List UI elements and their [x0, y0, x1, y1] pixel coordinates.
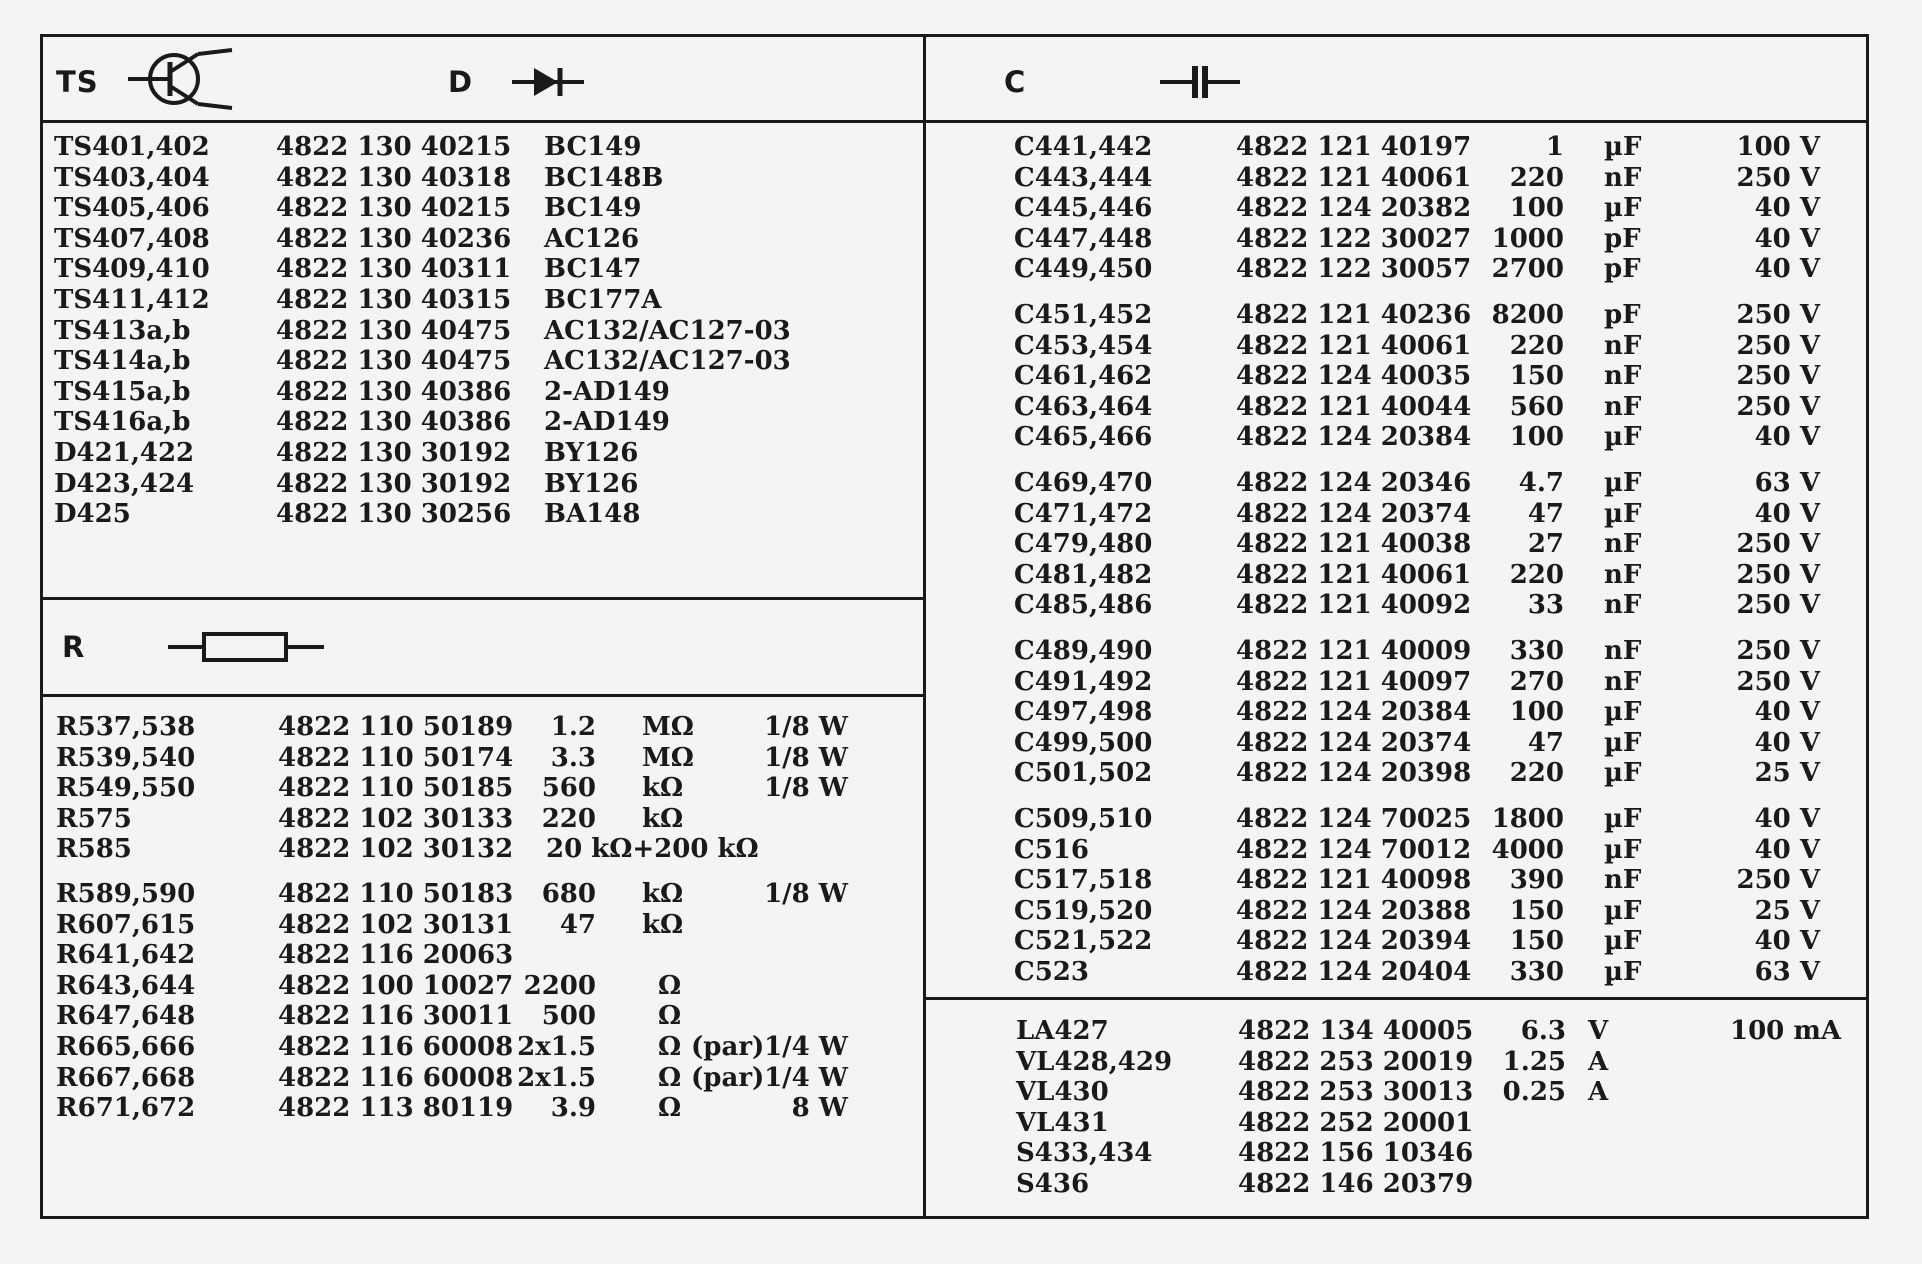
- part-value: 220: [1509, 559, 1564, 590]
- part-ref: C449,450: [1014, 254, 1153, 285]
- part-type: BC147: [544, 254, 642, 285]
- header-divider-right: [923, 120, 1869, 123]
- part-code: 4822 121 40009: [1236, 636, 1472, 666]
- part-code: 4822 110 50183: [278, 879, 514, 909]
- part-unit: nF: [1604, 361, 1642, 392]
- part-value: 390: [1509, 865, 1564, 896]
- header-divider-left: [40, 120, 926, 123]
- resistor-table: [56, 712, 916, 1132]
- part-code: 4822 110 50185: [278, 773, 514, 804]
- part-code: 4822 130 30192: [276, 468, 512, 499]
- part-unit: µF: [1604, 422, 1642, 453]
- part-code: 4822 102 30132: [278, 834, 514, 865]
- part-code: 4822 124 20384: [1236, 422, 1472, 453]
- part-rating: 100 mA: [1730, 1016, 1842, 1046]
- part-ref: C463,464: [1014, 391, 1153, 422]
- part-code: 4822 130 40315: [276, 285, 512, 315]
- part-unit: nF: [1604, 666, 1642, 697]
- part-ref: S433,434: [1016, 1138, 1153, 1169]
- part-ref: D421,422: [54, 438, 195, 468]
- part-ref: TS413a,b: [54, 315, 191, 346]
- part-code: 4822 156 10346: [1238, 1138, 1474, 1169]
- part-value: 150: [1509, 361, 1564, 392]
- part-unit: kΩ: [642, 909, 684, 940]
- part-ref: TS401,402: [54, 132, 210, 162]
- part-voltage: 250 V: [1736, 559, 1820, 590]
- part-code: 4822 121 40061: [1236, 559, 1472, 590]
- part-ref: C491,492: [1014, 666, 1153, 697]
- part-ref: C485,486: [1014, 590, 1153, 621]
- part-ref: VL430: [1016, 1077, 1109, 1108]
- resistor-section-header-divider: [40, 694, 926, 697]
- capacitor-symbol-icon: [1158, 62, 1242, 102]
- part-voltage: 250 V: [1736, 865, 1820, 896]
- part-value: 2x1.5: [517, 1032, 596, 1062]
- ts-header-label: TS: [56, 65, 99, 99]
- part-value: 47: [1527, 498, 1564, 529]
- part-code: 4822 130 40475: [276, 346, 512, 377]
- part-code: 4822 124 70012: [1236, 834, 1472, 865]
- part-code: 4822 124 20382: [1236, 193, 1472, 224]
- part-code: 4822 116 60008: [278, 1062, 514, 1093]
- part-ref: R647,648: [56, 1001, 196, 1032]
- part-code: 4822 122 30057: [1236, 254, 1472, 285]
- part-value: 330: [1509, 957, 1564, 987]
- part-ref: TS409,410: [54, 254, 210, 285]
- part-voltage: 40 V: [1754, 498, 1820, 529]
- part-ref: TS411,412: [54, 285, 210, 315]
- part-voltage: 40 V: [1754, 834, 1820, 865]
- part-ref: C469,470: [1014, 468, 1153, 498]
- part-power: 8 W: [791, 1093, 848, 1124]
- part-value: 8200: [1491, 300, 1564, 330]
- part-value: 680: [541, 879, 596, 909]
- part-power: 1/8 W: [764, 879, 848, 909]
- part-ref: C481,482: [1014, 559, 1153, 590]
- part-code: 4822 124 20394: [1236, 926, 1472, 957]
- part-unit: nF: [1604, 590, 1642, 621]
- part-ref: TS415a,b: [54, 376, 191, 407]
- part-value: 4000: [1491, 834, 1564, 865]
- part-ref: C443,444: [1014, 162, 1153, 193]
- diode-header-label: D: [448, 65, 474, 99]
- part-unit: nF: [1604, 559, 1642, 590]
- part-code: 4822 102 30131: [278, 909, 514, 940]
- part-unit: nF: [1604, 162, 1642, 193]
- part-code: 4822 116 30011: [278, 1001, 514, 1032]
- part-unit: Ω: [658, 1032, 682, 1062]
- part-ref: C517,518: [1014, 865, 1153, 896]
- capacitor-table: [1014, 132, 1854, 992]
- part-ref: R665,666: [56, 1032, 196, 1062]
- part-unit: pF: [1604, 300, 1641, 330]
- part-type: BC148B: [544, 162, 664, 193]
- part-ref: C441,442: [1014, 132, 1153, 162]
- part-ref: R667,668: [56, 1062, 196, 1093]
- part-ref: VL428,429: [1016, 1046, 1173, 1077]
- part-type: BY126: [544, 438, 639, 468]
- part-code: 4822 130 40475: [276, 315, 512, 346]
- part-ref: D423,424: [54, 468, 195, 499]
- part-unit: nF: [1604, 865, 1642, 896]
- part-ref: C471,472: [1014, 498, 1153, 529]
- part-ref: R537,538: [56, 712, 196, 742]
- part-ref: R575: [56, 803, 132, 834]
- part-unit: µF: [1604, 468, 1642, 498]
- part-value: 1.25: [1502, 1046, 1566, 1077]
- part-value: 1: [1545, 132, 1564, 162]
- part-code: 4822 252 20001: [1238, 1107, 1474, 1138]
- part-code: 4822 146 20379: [1238, 1169, 1474, 1199]
- part-code: 4822 100 10027: [278, 970, 514, 1001]
- part-unit: nF: [1604, 529, 1642, 560]
- part-code: 4822 121 40092: [1236, 590, 1472, 621]
- part-code: 4822 124 20404: [1236, 957, 1472, 987]
- part-code: 4822 121 40098: [1236, 865, 1472, 896]
- diode-symbol-icon: [510, 62, 586, 102]
- capacitor-header-label: C: [1004, 65, 1027, 99]
- part-ref: C523: [1014, 957, 1089, 987]
- part-unit: µF: [1604, 697, 1642, 728]
- part-value: 100: [1509, 422, 1564, 453]
- part-value: 27: [1527, 529, 1564, 560]
- part-value: 500: [541, 1001, 596, 1032]
- part-power: 1/4 W: [764, 1062, 848, 1093]
- part-unit: µF: [1604, 804, 1642, 834]
- part-ref: TS403,404: [54, 162, 210, 193]
- part-ref: TS414a,b: [54, 346, 191, 377]
- part-code: 4822 130 30192: [276, 438, 512, 468]
- part-ref: C516: [1014, 834, 1089, 865]
- part-value: 4.7: [1518, 468, 1564, 498]
- part-value: 2200: [523, 970, 596, 1001]
- part-code: 4822 130 40386: [276, 376, 512, 407]
- part-power: 1/8 W: [764, 712, 848, 742]
- part-ref: D425: [54, 499, 131, 530]
- part-ref: LA427: [1016, 1016, 1109, 1046]
- part-voltage: 250 V: [1736, 666, 1820, 697]
- part-code: 4822 116 60008: [278, 1032, 514, 1062]
- part-unit: V: [1588, 1016, 1609, 1046]
- part-voltage: 100 V: [1736, 132, 1820, 162]
- part-unit: nF: [1604, 330, 1642, 361]
- part-code: 4822 110 50189: [278, 712, 514, 742]
- misc-section-divider: [923, 997, 1869, 1000]
- part-code: 4822 130 40215: [276, 132, 512, 162]
- part-value: 20 kΩ+200 kΩ: [546, 834, 759, 865]
- part-voltage: 250 V: [1736, 529, 1820, 560]
- part-value: 100: [1509, 193, 1564, 224]
- part-voltage: 25 V: [1754, 758, 1820, 789]
- part-ref: C519,520: [1014, 895, 1153, 926]
- part-code: 4822 134 40005: [1238, 1016, 1474, 1046]
- part-ref: R641,642: [56, 940, 196, 971]
- part-unit: µF: [1604, 926, 1642, 957]
- part-code: 4822 121 40044: [1236, 391, 1472, 422]
- resistor-header-label: R: [62, 630, 86, 664]
- part-unit: A: [1588, 1046, 1609, 1077]
- part-ref: TS405,406: [54, 193, 210, 224]
- part-ref: C521,522: [1014, 926, 1153, 957]
- part-code: 4822 121 40097: [1236, 666, 1472, 697]
- part-code: 4822 121 40197: [1236, 132, 1472, 162]
- part-voltage: 40 V: [1754, 422, 1820, 453]
- resistor-section-top: [40, 597, 926, 600]
- part-voltage: 250 V: [1736, 590, 1820, 621]
- semiconductor-table: [54, 132, 914, 532]
- part-type: AC132/AC127-03: [544, 346, 791, 377]
- part-ref: C465,466: [1014, 422, 1153, 453]
- part-ref: R549,550: [56, 773, 196, 804]
- part-value: 2700: [1491, 254, 1564, 285]
- part-type: BC149: [544, 132, 642, 162]
- part-ref: R671,672: [56, 1093, 196, 1124]
- part-voltage: 40 V: [1754, 926, 1820, 957]
- part-type: BC149: [544, 193, 642, 224]
- part-type: BA148: [544, 499, 641, 530]
- part-value: 220: [1509, 758, 1564, 789]
- part-value: 3.3: [550, 742, 596, 773]
- part-type: AC132/AC127-03: [544, 315, 791, 346]
- part-unit: µF: [1604, 957, 1642, 987]
- lamp-fuse-switch-table: [1016, 1016, 1856, 1206]
- part-ref: S436: [1016, 1169, 1090, 1199]
- part-power: 1/4 W: [764, 1032, 848, 1062]
- part-value: 33: [1527, 590, 1564, 621]
- part-unit: µF: [1604, 132, 1642, 162]
- part-type: BY126: [544, 468, 639, 499]
- part-code: 4822 102 30133: [278, 803, 514, 834]
- part-code: 4822 130 40215: [276, 193, 512, 224]
- part-ref: C451,452: [1014, 300, 1153, 330]
- part-voltage: 250 V: [1736, 361, 1820, 392]
- part-value: 1800: [1491, 804, 1564, 834]
- part-value: 47: [1527, 727, 1564, 758]
- part-ref: C489,490: [1014, 636, 1153, 666]
- part-type: 2-AD149: [544, 376, 670, 407]
- part-ref: R643,644: [56, 970, 196, 1001]
- part-value: 47: [559, 909, 596, 940]
- part-unit: kΩ: [642, 803, 684, 834]
- part-value: 220: [541, 803, 596, 834]
- part-unit: Ω: [658, 1001, 682, 1032]
- part-value: 330: [1509, 636, 1564, 666]
- part-ref: C509,510: [1014, 804, 1153, 834]
- part-code: 4822 130 40311: [276, 254, 512, 285]
- part-voltage: 40 V: [1754, 223, 1820, 254]
- part-type: 2-AD149: [544, 407, 670, 438]
- part-ref: C447,448: [1014, 223, 1153, 254]
- part-unit: µF: [1604, 895, 1642, 926]
- part-voltage: 250 V: [1736, 300, 1820, 330]
- part-code: 4822 124 20388: [1236, 895, 1472, 926]
- part-unit: kΩ: [642, 773, 684, 804]
- part-power: 1/8 W: [764, 742, 848, 773]
- part-ref: R607,615: [56, 909, 196, 940]
- part-value: 1.2: [550, 712, 596, 742]
- part-value: 6.3: [1520, 1016, 1566, 1046]
- part-code: 4822 130 30256: [276, 499, 512, 530]
- part-unit: pF: [1604, 223, 1641, 254]
- part-code: 4822 113 80119: [278, 1093, 514, 1124]
- part-unit: kΩ: [642, 879, 684, 909]
- part-ref: C497,498: [1014, 697, 1153, 728]
- part-unit: µF: [1604, 193, 1642, 224]
- part-code: 4822 121 40236: [1236, 300, 1472, 330]
- part-ref: TS416a,b: [54, 407, 191, 438]
- part-voltage: 250 V: [1736, 330, 1820, 361]
- part-code: 4822 253 30013: [1238, 1077, 1474, 1108]
- part-unit: pF: [1604, 254, 1641, 285]
- part-code: 4822 121 40038: [1236, 529, 1472, 560]
- part-code: 4822 121 40061: [1236, 330, 1472, 361]
- part-unit: nF: [1604, 636, 1642, 666]
- part-ref: C445,446: [1014, 193, 1153, 224]
- part-code: 4822 124 20384: [1236, 697, 1472, 728]
- part-ref: C453,454: [1014, 330, 1153, 361]
- part-code: 4822 124 20374: [1236, 727, 1472, 758]
- part-code: 4822 253 20019: [1238, 1046, 1474, 1077]
- part-code: 4822 122 30027: [1236, 223, 1472, 254]
- part-code: 4822 124 40035: [1236, 361, 1472, 392]
- part-voltage: 40 V: [1754, 254, 1820, 285]
- part-voltage: 40 V: [1754, 727, 1820, 758]
- part-voltage: 40 V: [1754, 697, 1820, 728]
- part-unit: µF: [1604, 498, 1642, 529]
- part-unit: Ω: [658, 1093, 682, 1124]
- part-value: 220: [1509, 330, 1564, 361]
- part-voltage: 250 V: [1736, 162, 1820, 193]
- transistor-symbol-icon: [126, 44, 236, 114]
- part-code: 4822 130 40386: [276, 407, 512, 438]
- part-value: 560: [1509, 391, 1564, 422]
- part-unit: Ω: [658, 970, 682, 1001]
- part-code: 4822 121 40061: [1236, 162, 1472, 193]
- part-voltage: 40 V: [1754, 804, 1820, 834]
- part-ref: TS407,408: [54, 223, 210, 254]
- part-value: 3.9: [550, 1093, 596, 1124]
- part-voltage: 40 V: [1754, 193, 1820, 224]
- part-extra: (par): [691, 1032, 765, 1062]
- part-code: 4822 124 70025: [1236, 804, 1472, 834]
- part-ref: C501,502: [1014, 758, 1153, 789]
- part-unit: nF: [1604, 391, 1642, 422]
- part-ref: C479,480: [1014, 529, 1153, 560]
- part-code: 4822 110 50174: [278, 742, 514, 773]
- part-voltage: 63 V: [1754, 468, 1820, 498]
- resistor-symbol-icon: [166, 630, 326, 664]
- part-ref: C461,462: [1014, 361, 1153, 392]
- part-code: 4822 124 20346: [1236, 468, 1472, 498]
- part-code: 4822 116 20063: [278, 940, 514, 971]
- part-unit: µF: [1604, 834, 1642, 865]
- part-type: BC177A: [544, 285, 662, 315]
- part-ref: R589,590: [56, 879, 196, 909]
- part-ref: VL431: [1016, 1107, 1109, 1138]
- part-unit: Ω: [658, 1062, 682, 1093]
- part-ref: R585: [56, 834, 132, 865]
- part-voltage: 63 V: [1754, 957, 1820, 987]
- part-code: 4822 124 20398: [1236, 758, 1472, 789]
- part-value: 100: [1509, 697, 1564, 728]
- part-value: 150: [1509, 926, 1564, 957]
- part-value: 270: [1509, 666, 1564, 697]
- part-voltage: 25 V: [1754, 895, 1820, 926]
- part-value: 2x1.5: [517, 1062, 596, 1093]
- part-value: 150: [1509, 895, 1564, 926]
- part-value: 560: [541, 773, 596, 804]
- part-ref: C499,500: [1014, 727, 1153, 758]
- part-extra: (par): [691, 1062, 765, 1093]
- part-code: 4822 130 40318: [276, 162, 512, 193]
- part-ref: R539,540: [56, 742, 196, 773]
- part-unit: MΩ: [642, 712, 694, 742]
- part-unit: µF: [1604, 758, 1642, 789]
- part-type: AC126: [544, 223, 640, 254]
- part-unit: MΩ: [642, 742, 694, 773]
- part-power: 1/8 W: [764, 773, 848, 804]
- part-value: 0.25: [1502, 1077, 1566, 1108]
- part-code: 4822 130 40236: [276, 223, 512, 254]
- part-value: 1000: [1491, 223, 1564, 254]
- part-voltage: 250 V: [1736, 391, 1820, 422]
- part-unit: µF: [1604, 727, 1642, 758]
- part-unit: A: [1588, 1077, 1609, 1108]
- part-voltage: 250 V: [1736, 636, 1820, 666]
- part-value: 220: [1509, 162, 1564, 193]
- part-code: 4822 124 20374: [1236, 498, 1472, 529]
